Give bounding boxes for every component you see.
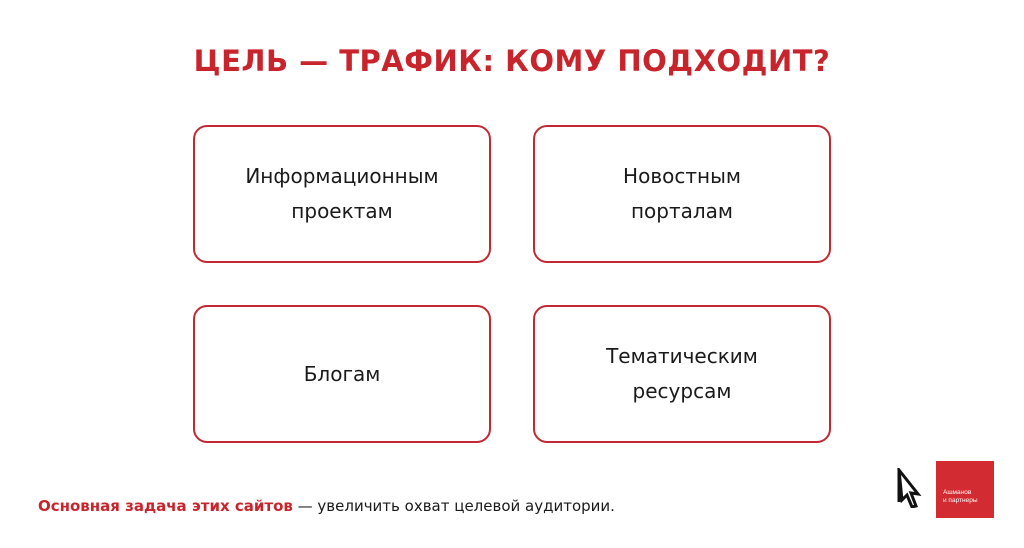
card-label: Информационным проектам: [245, 164, 439, 223]
logo-line-1: Ашманов: [943, 489, 972, 496]
cursor-a-logo-icon: [896, 468, 922, 508]
footnote-accent: Основная задача этих сайтов: [38, 497, 293, 515]
footnote-text: — увеличить охват целевой аудитории.: [292, 497, 615, 515]
card-label: Блогам: [303, 361, 381, 386]
footnote: [38, 497, 615, 515]
card-news-portals: [533, 125, 831, 263]
company-logo: [936, 461, 994, 518]
card-blogs: [193, 305, 491, 443]
slide-title: ЦЕЛЬ — ТРАФИК: КОМУ ПОДХОДИТ?: [193, 44, 831, 78]
card-label: Тематическим ресурсам: [606, 344, 758, 403]
card-information-projects: [193, 125, 491, 263]
card-label: Новостным порталам: [623, 164, 741, 223]
card-thematic-resources: [533, 305, 831, 443]
logo-line-2: и партнеры: [943, 497, 978, 504]
